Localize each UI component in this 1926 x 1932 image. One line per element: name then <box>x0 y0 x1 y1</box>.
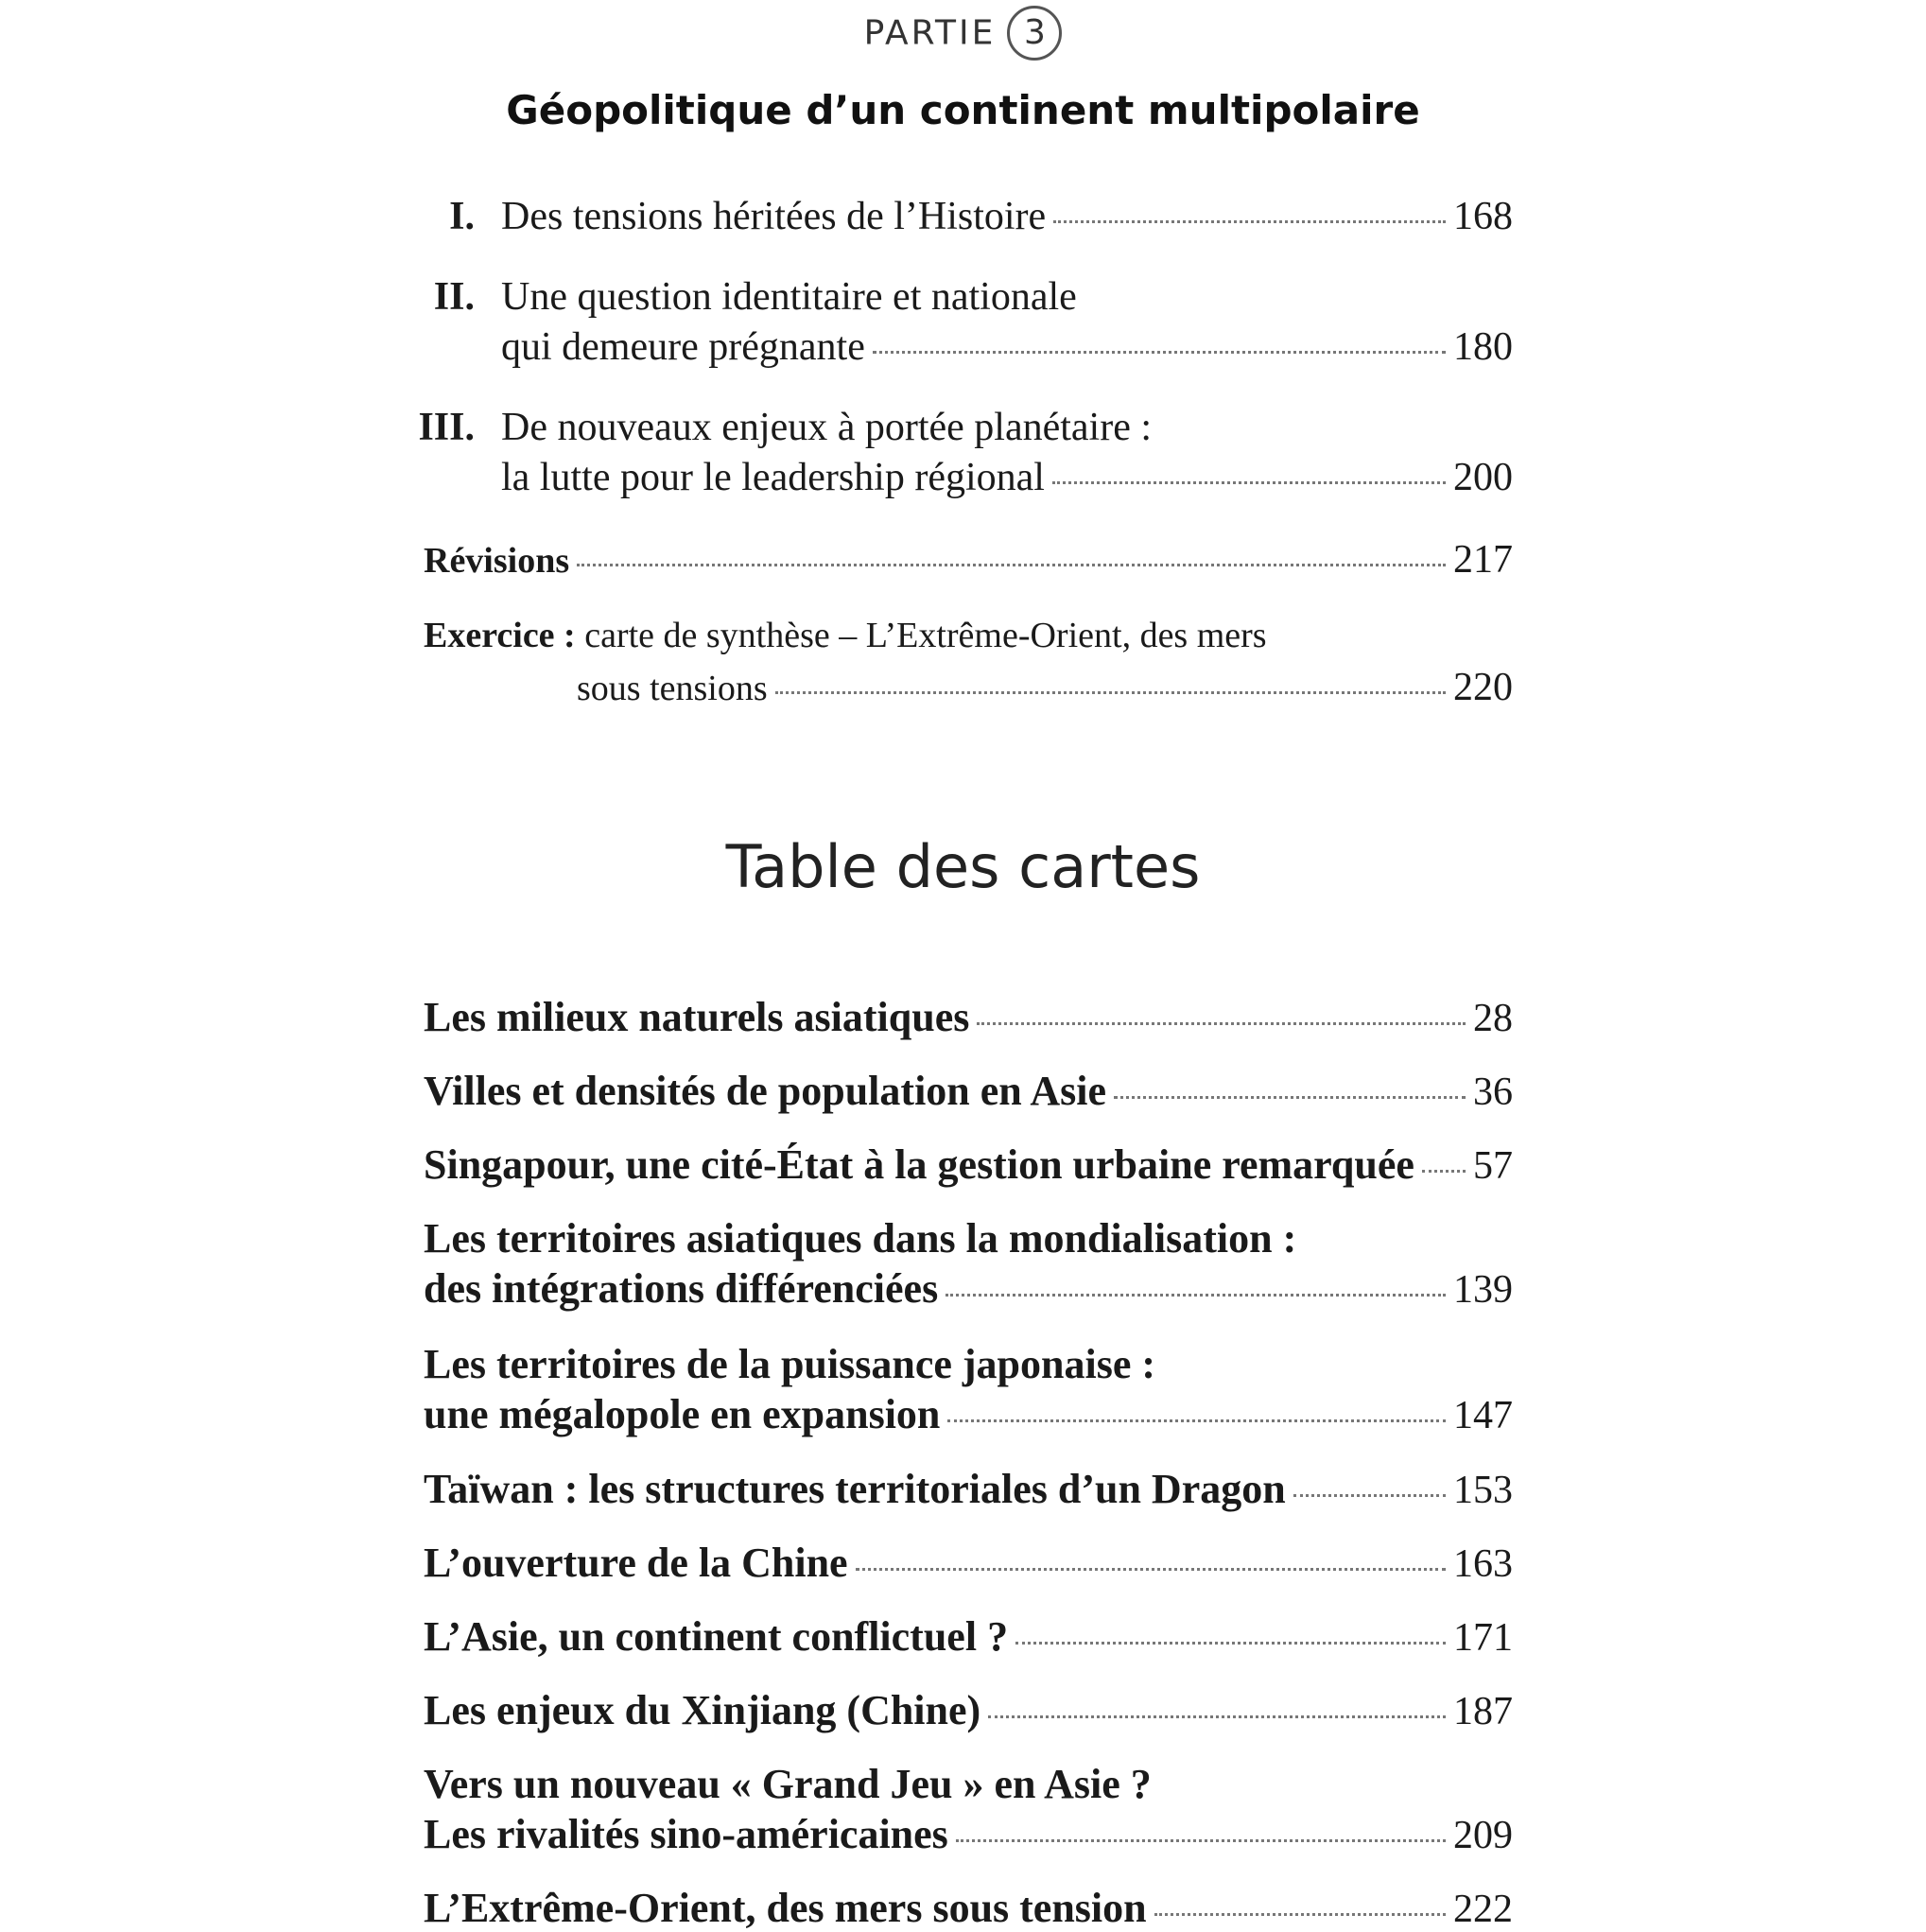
map-entry-text: L’Asie, un continent conflictuel ? <box>424 1613 1009 1660</box>
map-entry-6[interactable] <box>424 1465 1513 1513</box>
maps-section-title: Table des cartes <box>725 832 1201 901</box>
map-page-number: 209 <box>1453 1814 1513 1857</box>
toc-number: I. <box>449 195 475 238</box>
map-entry-2[interactable] <box>424 1067 1513 1115</box>
toc-entry-text: la lutte pour le leadership régional <box>501 456 1045 499</box>
map-entry-text: Villes et densités de population en Asie <box>424 1068 1106 1114</box>
map-entry-text: Les rivalités sino-américaines <box>424 1811 948 1857</box>
toc-page-number: 200 <box>1453 456 1513 499</box>
toc-number: III. <box>418 406 475 449</box>
part-label: PARTIE <box>863 13 997 53</box>
dot-leader <box>946 1294 1446 1297</box>
revisions-label: Révisions <box>424 541 570 581</box>
map-entry-text: L’ouverture de la Chine <box>424 1540 848 1586</box>
dot-leader <box>1422 1170 1466 1173</box>
part-header <box>0 6 1926 61</box>
map-page-number: 171 <box>1453 1616 1513 1660</box>
map-entry-text: une mégalopole en expansion <box>424 1391 941 1437</box>
map-entry-text: Les milieux naturels asiatiques <box>424 994 970 1040</box>
map-page-number: 147 <box>1453 1394 1513 1437</box>
dot-leader <box>856 1568 1446 1571</box>
map-entry-text: Taïwan : les structures territoriales d’un Dragon <box>424 1466 1286 1512</box>
dot-leader <box>1293 1494 1446 1497</box>
map-entry-9[interactable] <box>424 1686 1513 1734</box>
map-entry-text: Singapour, une cité-État à la gestion urbaine remarquée <box>424 1141 1414 1188</box>
toc-page-number: 180 <box>1453 325 1513 369</box>
toc-entry-3[interactable] <box>501 455 1513 500</box>
exercice-line-1 <box>424 615 1267 656</box>
map-page-number: 28 <box>1473 997 1513 1040</box>
toc-entry-text: Des tensions héritées de l’Histoire <box>501 195 1047 238</box>
dot-leader <box>947 1419 1446 1422</box>
map-page-number: 36 <box>1473 1070 1513 1114</box>
dot-leader <box>1015 1642 1446 1645</box>
exercice-text: carte de synthèse – L’Extrême-Orient, des mers <box>584 616 1267 655</box>
part-number-badge: 3 <box>1007 6 1062 61</box>
toc-entry-text: De nouveaux enjeux à portée planétaire : <box>501 406 1153 449</box>
map-entry-1[interactable] <box>424 993 1513 1041</box>
map-entry-text: Les enjeux du Xinjiang (Chine) <box>424 1687 981 1733</box>
toc-page-number: 168 <box>1453 195 1513 238</box>
toc-revisions[interactable] <box>424 537 1513 583</box>
dot-leader <box>956 1839 1446 1842</box>
map-page-number: 139 <box>1453 1268 1513 1312</box>
part-title: Géopolitique d’un continent multipolaire <box>506 87 1420 133</box>
dot-leader <box>873 351 1446 354</box>
toc-page-number: 217 <box>1453 538 1513 582</box>
toc-entry-2[interactable] <box>501 324 1513 370</box>
exercice-text: sous tensions <box>577 669 768 708</box>
dot-leader <box>1114 1096 1466 1099</box>
map-page-number: 187 <box>1453 1690 1513 1733</box>
map-entry-10[interactable] <box>424 1810 1513 1858</box>
map-page-number: 163 <box>1453 1542 1513 1586</box>
map-entry-text: Les territoires de la puissance japonaise : <box>424 1341 1156 1387</box>
map-entry-5[interactable] <box>424 1390 1513 1438</box>
map-entry-7[interactable] <box>424 1539 1513 1587</box>
map-entry-11[interactable] <box>424 1884 1513 1932</box>
dot-leader <box>977 1022 1466 1025</box>
dot-leader <box>1053 220 1446 223</box>
map-entry-4[interactable] <box>424 1264 1513 1313</box>
toc-entry-text: Une question identitaire et nationale <box>501 275 1077 319</box>
dot-leader <box>988 1715 1446 1718</box>
map-entry-text: L’Extrême-Orient, des mers sous tension <box>424 1885 1147 1931</box>
map-entry-3[interactable] <box>424 1140 1513 1189</box>
map-page-number: 153 <box>1453 1469 1513 1512</box>
map-entry-text: Vers un nouveau « Grand Jeu » en Asie ? <box>424 1761 1152 1807</box>
toc-entry-text: qui demeure prégnante <box>501 325 865 369</box>
toc-page-number: 220 <box>1453 666 1513 709</box>
map-entry-8[interactable] <box>424 1612 1513 1661</box>
dot-leader <box>1154 1913 1446 1916</box>
dot-leader <box>577 564 1446 566</box>
dot-leader <box>775 691 1446 694</box>
dot-leader <box>1052 481 1446 484</box>
toc-exercice[interactable] <box>577 665 1513 710</box>
exercice-label: Exercice : <box>424 616 576 655</box>
map-entry-text: des intégrations différenciées <box>424 1265 939 1312</box>
map-page-number: 222 <box>1453 1888 1513 1931</box>
toc-number: II. <box>433 275 475 319</box>
map-page-number: 57 <box>1473 1144 1513 1188</box>
toc-entry-1[interactable] <box>501 194 1513 239</box>
map-entry-text: Les territoires asiatiques dans la mondialisation : <box>424 1215 1297 1262</box>
